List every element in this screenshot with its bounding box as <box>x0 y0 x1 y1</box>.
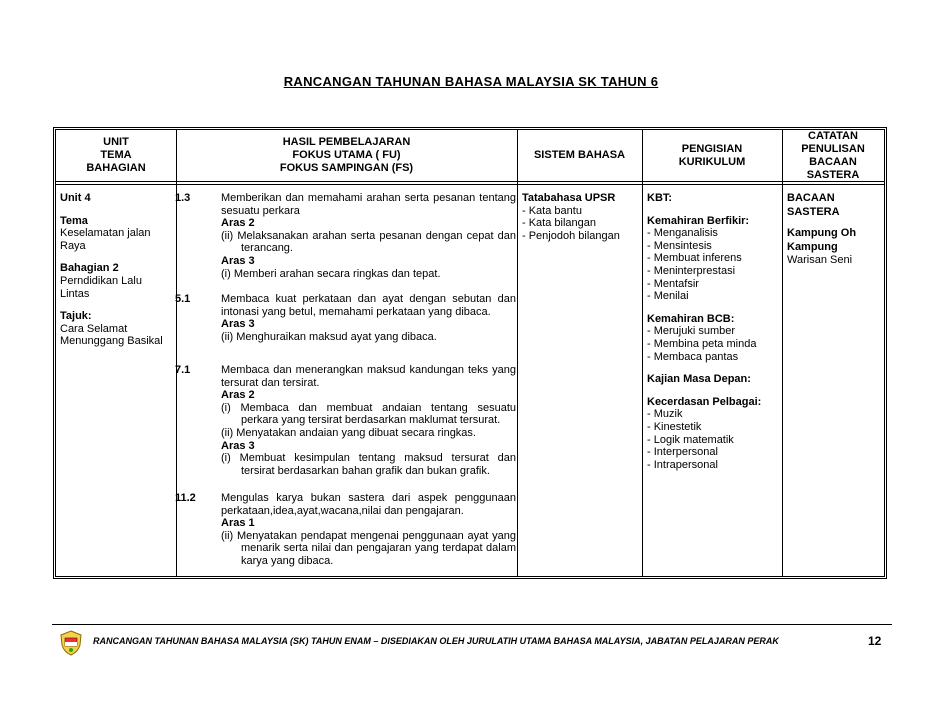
header-hasil: HASIL PEMBELAJARAN FOKUS UTAMA ( FU) FOKUS SAMPINGAN (FS) <box>279 136 414 174</box>
col-divider <box>517 130 518 576</box>
header-sistem-bahasa: SISTEM BAHASA <box>533 149 626 161</box>
sistem-bahasa-cell: Tatabahasa UPSR - Kata bantu - Kata bilangan - Penjodoh bilangan <box>522 192 620 242</box>
page-number: 12 <box>868 634 882 648</box>
header-separator <box>56 181 884 185</box>
col-divider <box>782 130 783 576</box>
header-catatan: CATATAN PENULISAN BACAAN SASTERA <box>801 129 865 181</box>
page-title: RANCANGAN TAHUNAN BAHASA MALAYSIA SK TAHUN 6 <box>283 74 659 89</box>
header-unit: UNIT TEMA BAHAGIAN <box>86 136 146 174</box>
catatan-cell: BACAAN SASTERA Kampung Oh Kampung Warisan Seni <box>787 192 857 266</box>
plan-table: UNIT TEMA BAHAGIAN HASIL PEMBELAJARAN FOKUS UTAMA ( FU) FOKUS SAMPINGAN (FS) SISTEM BAHASA PENGISIAN KURIKULUM CATATAN PENULISAN BACAAN SASTERA Unit 4 Tema Keselamatan jalan Raya Bahagian 2 Perndidikan Lalu Lintas Tajuk: Cara Selamat Menunggang Basikal 1.3 Memberikan dan memahami arahan serta pesanan tentang sesuatu perkara Aras 2 (ii) Melaksanakan arahan serta pesanan dengan cepat dan terancang. Aras 3 (i) Memberi arahan secara ringkas dan tepat. 5.1 Membaca kuat perkataan dan ayat dengan sebutan dan intonasi yang betul, memahami perkataan yang dibaca. Aras 3 (ii) Menghuraikan maksud ayat yang dibaca. 7.1 Membaca dan menerangkan maksud kandungan teks yang tersurat dan tersirat. Aras 2 (i) Membaca dan membuat andaian tentang sesuatu perkara yang tersirat berdasarkan maklumat tersurat. (ii) Menyatakan andaian yang dibuat secara ringkas. Aras 3 (i) Membuat kesimpulan tentang maksud tersurat dan tersirat berdasarkan bahan grafik dan bukan grafik. 11.2 Mengulas karya bukan sastera dari aspek penggunaan perkataan,idea,ayat,wacana,nilai dan pengajaran. Aras 1 (ii) Menyatakan pendapat mengenai penggunaan ayat yang menarik serta nilai dan pengajaran yang terdapat dalam karya yang dibaca. Tatabahasa UPSR - Kata bantu - Kata bilangan - Penjodoh bilangan KBT: Kemahiran Berfikir: - Menganalisis - Mensintesis - Membuat inferens - Meninterprestasi - Mentafsir - Menilai Kemahiran BCB: - Merujuki sumber - Membina peta minda - Membaca pantas Kajian Masa Depan: Kecerdasan Pelbagai: - Muzik - Kinestetik - Logik matematik - Interpersonal - Intrapersonal BACAAN SASTERA Kampung Oh Kampung Warisan Seni <box>53 127 887 579</box>
footer-text: RANCANGAN TAHUNAN BAHASA MALAYSIA (SK) TAHUN ENAM – DISEDIAKAN OLEH JURULATIH UTAMA BAHASA MALAYSIA, JABATAN PELAJARAN PERAK <box>93 636 779 646</box>
footer-divider <box>52 624 892 625</box>
crest-logo-icon <box>58 630 84 656</box>
col-divider <box>642 130 643 576</box>
pengisian-cell: KBT: Kemahiran Berfikir: - Menganalisis - Mensintesis - Membuat inferens - Meninterprestasi - Mentafsir - Menilai Kemahiran BCB: - Merujuki sumber - Membina peta minda - Membaca pantas Kajian Masa Depan: Kecerdasan Pelbagai: - Muzik - Kinestetik - Logik matematik - Interpersonal - Intrapersonal <box>647 192 762 471</box>
unit-cell: Unit 4 Tema Keselamatan jalan Raya Bahagian 2 Perndidikan Lalu Lintas Tajuk: Cara Selamat Menunggang Basikal <box>60 192 163 348</box>
header-pengisian: PENGISIAN KURIKULUM <box>678 142 746 168</box>
